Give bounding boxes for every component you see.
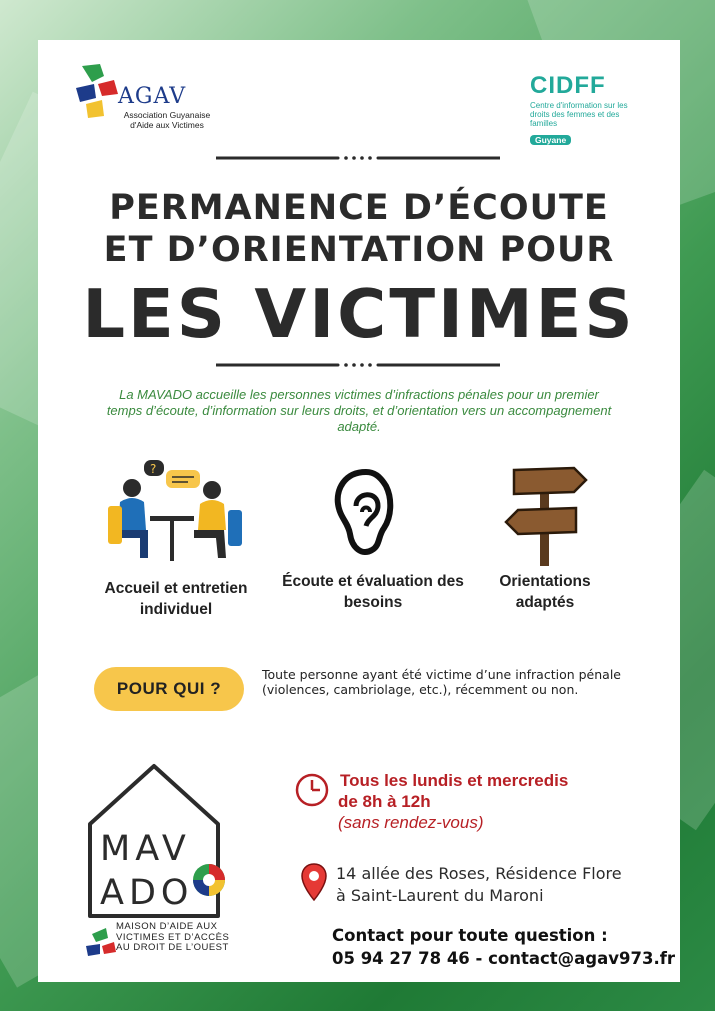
feature-accueil: Accueil et entretien individuel <box>104 580 248 618</box>
clock-icon <box>294 772 330 808</box>
signpost-icon <box>502 462 588 568</box>
intro-text: La MAVADO accueille les personnes victimes d’infractions pénales pour un premier temps d’écoute, d’information sur leurs droits, et d’orientation vers un accompagnement adapté. <box>106 387 612 434</box>
svg-text:?: ? <box>150 462 157 476</box>
ear-icon <box>332 468 396 558</box>
mavado-subtitle: MAISON D’AIDE AUX VICTIMES ET D’ACCÈS AU DROIT DE L’OUEST <box>116 921 230 953</box>
feature-orientations: Orientations adaptés <box>499 573 591 611</box>
location-pin-icon <box>300 862 328 902</box>
title-line-2: ET D’ORIENTATION POUR <box>103 230 615 270</box>
cidff-subtitle: Centre d'information sur les droits des femmes et des familles <box>530 101 628 128</box>
cidff-logo <box>530 74 640 147</box>
cidff-badge: Guyane <box>530 135 571 145</box>
bottom-divider <box>216 360 500 370</box>
mavado-mosaic-icon <box>239 889 241 891</box>
schedule-note: (sans rendez-vous) <box>338 813 484 832</box>
agav-subtitle: Association Guyanaise d'Aide aux Victimes <box>123 110 211 130</box>
cidff-name: CIDFF <box>530 72 606 99</box>
schedule-hours: de 8h à 12h <box>338 792 431 811</box>
mavado-line-2: ADO <box>100 873 194 913</box>
pour-qui-text: Toute personne ayant été victime d’une infraction pénale (violences, cambriolage, etc.), récemment ou non. <box>262 667 621 697</box>
address <box>336 863 666 907</box>
schedule-days: Tous les lundis et mercredis <box>340 771 569 790</box>
pour-qui-badge: POUR QUI ? <box>94 667 244 711</box>
contact-details[interactable]: 05 94 27 78 46 - contact@agav973.fr <box>332 949 676 968</box>
poster-card <box>38 40 680 982</box>
agav-name: AGAV <box>118 84 187 109</box>
title-line-1: PERMANENCE D’ÉCOUTE <box>109 188 609 228</box>
contact <box>332 924 677 970</box>
conversation-icon <box>104 458 254 566</box>
feature-ecoute: Écoute et évaluation des besoins <box>282 573 464 611</box>
address-line-2: à Saint-Laurent du Maroni <box>336 886 544 905</box>
title-line-3: LES VICTIMES <box>82 275 636 353</box>
contact-heading: Contact pour toute question : <box>332 926 608 945</box>
address-line-1: 14 allée des Roses, Résidence Flore <box>336 864 622 883</box>
top-divider <box>216 153 500 163</box>
mavado-line-1: MAV <box>100 829 191 869</box>
agav-logo <box>78 66 228 146</box>
mavado-o-mosaic-icon <box>191 862 227 898</box>
